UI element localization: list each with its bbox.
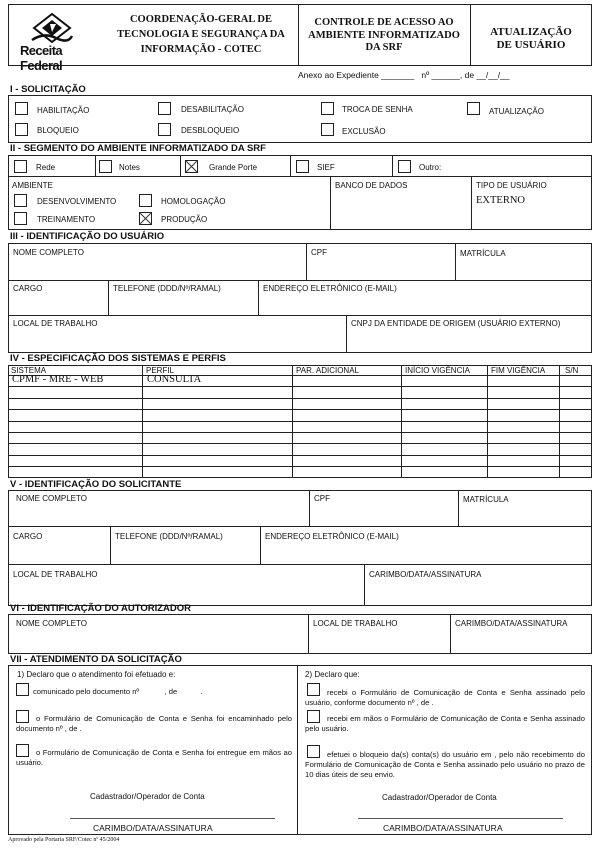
requester-matricula-label: MATRÍCULA bbox=[463, 495, 509, 504]
receita-logo bbox=[20, 10, 100, 73]
requester-cargo-label: CARGO bbox=[13, 532, 43, 541]
requester-email-label: ENDEREÇO ELETRÔNICO (E-MAIL) bbox=[265, 532, 399, 541]
authorizer-carimbo-label: CARIMBO/DATA/ASSINATURA bbox=[455, 619, 568, 628]
section-7-title: VII - ATENDIMENTO DA SOLICITAÇÃO bbox=[10, 654, 182, 665]
label-grande-porte: Grande Porte bbox=[209, 163, 258, 172]
table-row-divider bbox=[8, 409, 592, 410]
table-cell[interactable]: CONSULTA bbox=[147, 374, 202, 385]
label-troca-senha: TROCA DE SENHA bbox=[342, 105, 413, 114]
section-6-title: VI - IDENTIFICAÇÃO DO AUTORIZADOR bbox=[10, 603, 192, 614]
col-inicio-vigencia: INÍCIO VIGÊNCIA bbox=[405, 366, 470, 375]
col-sistema: SISTEMA bbox=[11, 366, 47, 375]
left-operator-label: Cadastrador/Operador de Conta bbox=[90, 792, 205, 801]
label-rede: Rede bbox=[36, 163, 56, 172]
tipo-usuario-value[interactable]: EXTERNO bbox=[476, 195, 525, 206]
checkbox-bloqueio[interactable] bbox=[15, 123, 28, 136]
requester-local-label: LOCAL DE TRABALHO bbox=[13, 570, 98, 579]
checkbox-comunicado[interactable] bbox=[16, 683, 29, 696]
label-habilitacao: HABILITAÇÃO bbox=[37, 106, 90, 115]
checkbox-grande-porte[interactable] bbox=[185, 160, 198, 173]
right-intro: 2) Declaro que: bbox=[305, 670, 360, 679]
right-item-2: recebi em mãos o Formulário de Comunicação de Conta e Senha assinado pelo usuário. bbox=[305, 714, 585, 733]
label-atualizacao: ATUALIZAÇÃO bbox=[489, 107, 544, 116]
table-row-divider bbox=[8, 455, 592, 456]
table-row-divider bbox=[8, 466, 592, 467]
receita-emblem-icon bbox=[30, 10, 74, 46]
label-notes: Notes bbox=[119, 163, 140, 172]
ambiente-label: AMBIENTE bbox=[12, 181, 53, 190]
user-cnpj-label: CNPJ DA ENTIDADE DE ORIGEM (USUÁRIO EXTERNO) bbox=[351, 319, 561, 328]
label-bloqueio: BLOQUEIO bbox=[37, 126, 79, 135]
col-sn: S/N bbox=[565, 366, 579, 375]
left-signature-line bbox=[70, 818, 275, 819]
form-title: CONTROLE DE ACESSO AO AMBIENTE INFORMATIZADO DA SRF bbox=[308, 17, 460, 53]
requester-telefone-label: TELEFONE (DDD/Nº/RAMAL) bbox=[115, 532, 223, 541]
banco-dados-label: BANCO DE DADOS bbox=[335, 181, 408, 190]
left-item-1: comunicado pelo documento nº , de . bbox=[33, 687, 203, 696]
section-3-title: III - IDENTIFICAÇÃO DO USUÁRIO bbox=[10, 231, 165, 242]
user-cpf-label: CPF bbox=[311, 248, 327, 257]
user-telefone-label: TELEFONE (DDD/Nº/RAMAL) bbox=[113, 284, 221, 293]
label-desenvolvimento: DESENVOLVIMENTO bbox=[37, 197, 117, 206]
table-row-divider bbox=[8, 432, 592, 433]
label-desabilitacao: DESABILITAÇÃO bbox=[181, 105, 244, 114]
user-cargo-label: CARGO bbox=[13, 284, 43, 293]
checkbox-troca-senha[interactable] bbox=[321, 102, 334, 115]
left-intro: 1) Declaro que o atendimento foi efetuado e: bbox=[17, 670, 176, 679]
footer-note: Aprovado pela Portaria SRF/Cotec nº 45/2004 bbox=[8, 837, 120, 843]
right-operator-label: Cadastrador/Operador de Conta bbox=[382, 793, 497, 802]
annex-line: Anexo ao Expediente _______ nº ______, de __/__/__ bbox=[298, 70, 510, 80]
checkbox-atualizacao[interactable] bbox=[467, 102, 480, 115]
user-matricula-label: MATRÍCULA bbox=[460, 249, 506, 258]
right-carimbo-label: CARIMBO/DATA/ASSINATURA bbox=[383, 823, 503, 833]
checkbox-outro[interactable] bbox=[398, 160, 411, 173]
requester-carimbo-label: CARIMBO/DATA/ASSINATURA bbox=[369, 570, 482, 579]
checkbox-habilitacao[interactable] bbox=[15, 102, 28, 115]
checkbox-producao[interactable] bbox=[139, 212, 152, 225]
section-5-title: V - IDENTIFICAÇÃO DO SOLICITANTE bbox=[10, 479, 182, 490]
checkbox-desenvolvimento[interactable] bbox=[14, 194, 27, 207]
section-2-title: II - SEGMENTO DO AMBIENTE INFORMATIZADO DA SRF bbox=[10, 143, 266, 154]
section-1-box bbox=[8, 95, 592, 143]
label-sief: SIEF bbox=[317, 163, 335, 172]
right-item-1: recebi o Formulário de Comunicação de Conta e Senha assinado pelo usuário, conforme documento nº , de . bbox=[305, 688, 585, 707]
section-1-title: I - SOLICITAÇÃO bbox=[10, 84, 86, 95]
user-local-label: LOCAL DE TRABALHO bbox=[13, 319, 98, 328]
table-cell[interactable]: CPMF - MRE - WEB bbox=[12, 374, 104, 385]
tipo-usuario-label: TIPO DE USUÁRIO bbox=[476, 181, 547, 190]
col-fim-vigencia: FIM VIGÊNCIA bbox=[491, 366, 546, 375]
label-outro: Outro: bbox=[419, 163, 442, 172]
label-producao: PRODUÇÃO bbox=[161, 215, 208, 224]
right-signature-line bbox=[358, 818, 563, 819]
authorizer-nome-label: NOME COMPLETO bbox=[16, 619, 87, 628]
checkbox-rede[interactable] bbox=[14, 160, 27, 173]
col-par-adicional: PAR. ADICIONAL bbox=[296, 366, 359, 375]
requester-nome-label: NOME COMPLETO bbox=[16, 494, 87, 503]
label-exclusao: EXCLUSÃO bbox=[342, 127, 386, 136]
checkbox-desabilitacao[interactable] bbox=[158, 102, 171, 115]
checkbox-desbloqueio[interactable] bbox=[158, 123, 171, 136]
checkbox-treinamento[interactable] bbox=[14, 212, 27, 225]
requester-cpf-label: CPF bbox=[314, 494, 330, 503]
user-nome-label: NOME COMPLETO bbox=[13, 248, 84, 257]
left-carimbo-label: CARIMBO/DATA/ASSINATURA bbox=[93, 823, 213, 833]
user-email-label: ENDEREÇO ELETRÔNICO (E-MAIL) bbox=[263, 284, 397, 293]
checkbox-homologacao[interactable] bbox=[139, 194, 152, 207]
logo-text: Receita Federal bbox=[20, 43, 63, 73]
table-row-divider bbox=[8, 398, 592, 399]
table-row-divider bbox=[8, 421, 592, 422]
left-item-2: o Formulário de Comunicação de Conta e Senha foi encaminhado pelo documento nº , de . bbox=[16, 714, 292, 733]
left-item-3: o Formulário de Comunicação de Conta e Senha foi entregue em mãos ao usuário. bbox=[16, 748, 292, 767]
label-homologacao: HOMOLOGAÇÃO bbox=[161, 197, 226, 206]
org-title: COORDENAÇÃO-GERAL DE TECNOLOGIA E SEGURANÇA DA INFORMAÇÃO - COTEC bbox=[117, 14, 285, 55]
col-perfil: PERFIL bbox=[146, 366, 175, 375]
user-id-box bbox=[8, 243, 592, 353]
table-row-divider bbox=[8, 443, 592, 444]
requester-box bbox=[8, 490, 592, 606]
form-type: ATUALIZAÇÃO DE USUÁRIO bbox=[490, 26, 572, 51]
table-row-divider bbox=[8, 386, 592, 387]
label-desbloqueio: DESBLOQUEIO bbox=[181, 126, 240, 135]
section-4-title: IV - ESPECIFICAÇÃO DOS SISTEMAS E PERFIS bbox=[10, 353, 226, 364]
checkbox-sief[interactable] bbox=[296, 160, 309, 173]
checkbox-notes[interactable] bbox=[99, 160, 112, 173]
label-treinamento: TREINAMENTO bbox=[37, 215, 96, 224]
authorizer-local-label: LOCAL DE TRABALHO bbox=[313, 619, 398, 628]
checkbox-exclusao[interactable] bbox=[321, 123, 334, 136]
right-item-3: efetuei o bloqueio da(s) conta(s) do usuário em , pelo não recebimento do Formulário de Comunicação de Conta e Senha assinado pelo usuário no prazo de 10 dias úteis de seu envio. bbox=[305, 750, 585, 779]
